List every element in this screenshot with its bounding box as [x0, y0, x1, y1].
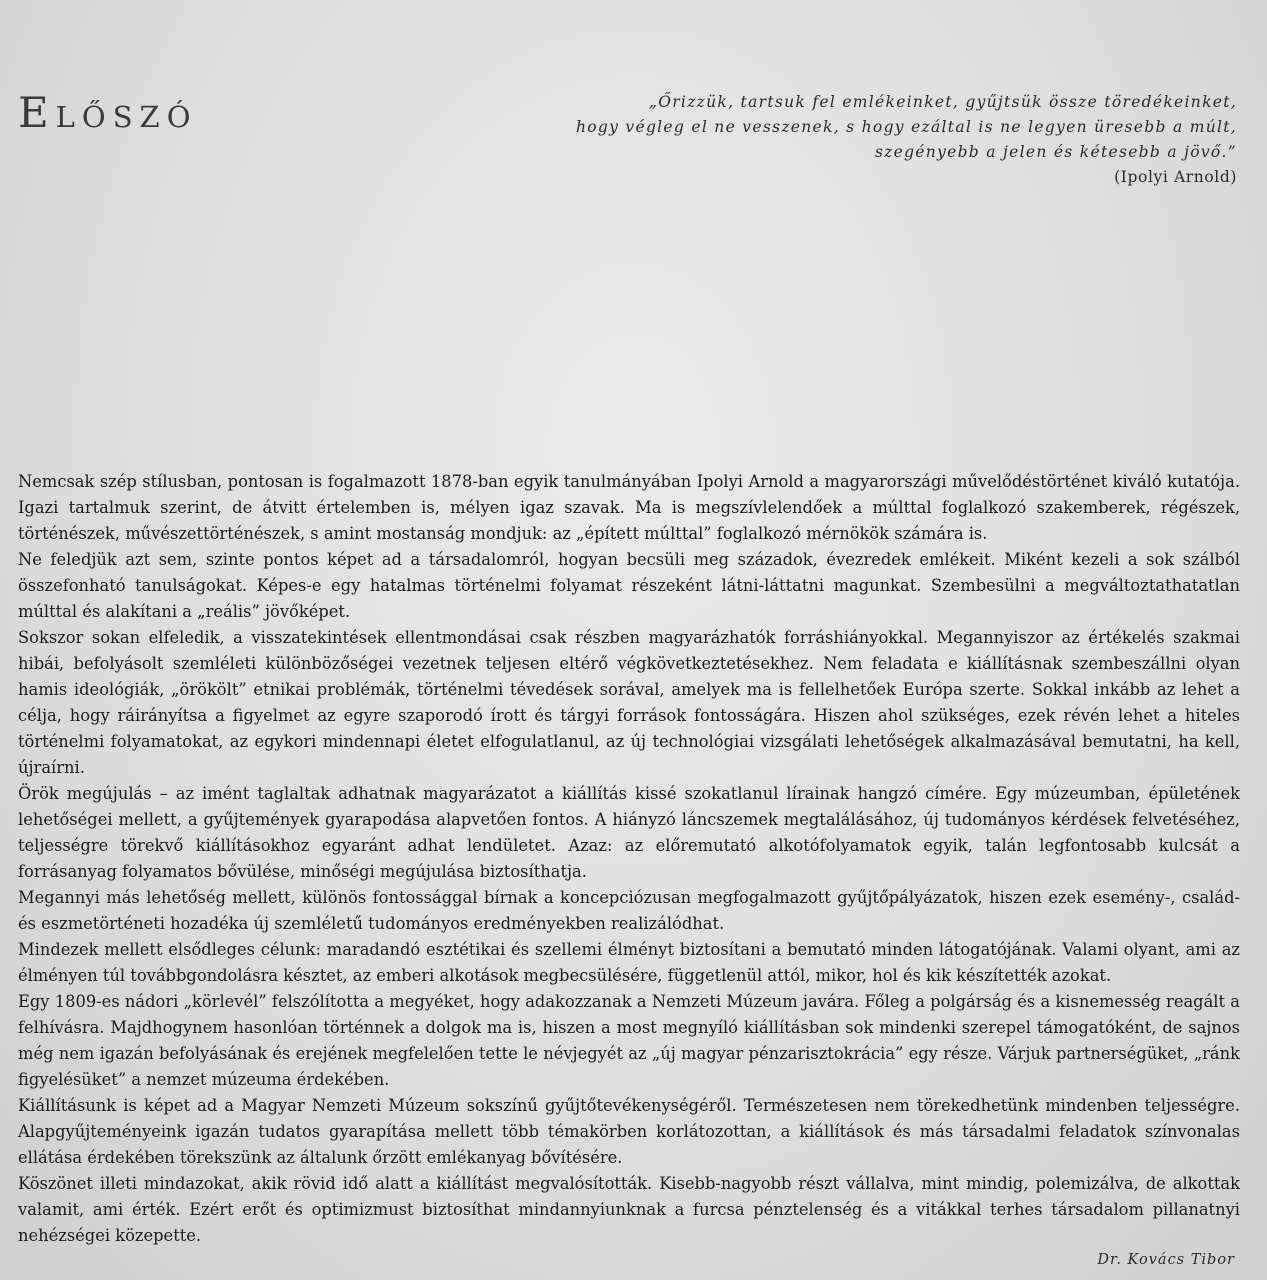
paragraph: Örök megújulás – az imént taglaltak adhatnak magyarázatot a kiállítás kissé szokatlanul lírainak hangzó címére. Egy múzeumban, épületének lehetőségei mellett, a gyűjtemények gyarapodása alapvetően fontos. A hiányzó láncszemek megtalálásához, új tudományos kérdések felvetéséhez, teljességre törekvő kiállításokhoz egyaránt adhat lendületet. Azaz: az előremutató alkotófolyamatok egyik, talán legfontosabb kulcsát a forrásanyag folyamatos bővülése, minőségi megújulása biztosíthatja.: [18, 784, 1240, 881]
body-text: [18, 469, 1240, 1249]
epigraph-line: „Őrizzük, tartsuk fel emlékeinket, gyűjtsük össze töredékeinket,: [648, 93, 1237, 111]
paragraph: Köszönet illeti mindazokat, akik rövid idő alatt a kiállítást megvalósították. Kisebb-nagyobb részt vállalva, mint mindig, polemizálva, de alkottak valamit, ami érték. Ezért erőt és optimizmust biztosíthat mindannyiunknak a furcsa pénztelenség és a vitákkal terhes társadalom pillanatnyi nehézségei közepette.: [18, 1174, 1240, 1245]
epigraph-attribution: (Ipolyi Arnold): [1114, 168, 1237, 186]
author-signature: Dr. Kovács Tibor: [1097, 1252, 1235, 1268]
paragraph: Mindezek mellett elsődleges célunk: maradandó esztétikai és szellemi élményt biztosítani a bemutató minden látogatójának. Valami olyant, ami az élményen túl továbbgondolásra késztet, az emberi alkotások megbecsülésére, függetlenül attól, mikor, hol és kik készítették azokat.: [18, 940, 1240, 985]
paragraph: Sokszor sokan elfeledik, a visszatekintések ellentmondásai csak részben magyarázhatók forráshiányokkal. Megannyiszor az értékelés szakmai hibái, befolyásolt szemléleti különbözőségei vezetnek teljesen eltérő végkövetkeztetésekhez. Nem feladata e kiállításnak szembeszállni olyan hamis ideológiák, „örökölt” etnikai problémák, történelmi tévedések sorával, amelyek ma is fellelhetőek Európa szerte. Sokkal inkább az lehet a célja, hogy ráirányítsa a figyelmet az egyre szaporodó írott és tárgyi források fontosságára. Hiszen ahol szükséges, ezek révén lehet a hiteles történelmi folyamatokat, az egykori mindennapi életet elfogulatlanul, az új technológiai vizsgálati lehetőségek alkalmazásával bemutatni, ha kell, újraírni.: [18, 628, 1240, 777]
epigraph-line: szegényebb a jelen és kétesebb a jövő.”: [874, 143, 1237, 161]
paragraph: Kiállításunk is képet ad a Magyar Nemzeti Múzeum sokszínű gyűjtőtevékenységéről. Természetesen nem törekedhetünk mindenben teljességre. Alapgyűjteményeink igazán tudatos gyarapítása mellett több témakörben korlátozottan, a kiállítások és más társadalmi feladatok színvonalas ellátása érdekében törekszünk az általunk őrzött emlékanyag bővítésére.: [18, 1096, 1240, 1167]
paragraph: Egy 1809-es nádori „körlevél” felszólította a megyéket, hogy adakozzanak a Nemzeti Múzeum javára. Főleg a polgárság és a kisnemesség reagált a felhívásra. Majdhogynem hasonlóan történnek a dolgok ma is, hiszen a most megnyíló kiállításban sok mindenki szerepel támogatóként, de sajnos még nem igazán befolyásának és erejének megfelelően tette le névjegyét az „új magyar pénzarisztokrácia” egy része. Várjuk partnerségüket, „ránk figyelésüket” a nemzet múzeuma érdekében.: [18, 992, 1240, 1089]
paragraph: Ne feledjük azt sem, szinte pontos képet ad a társadalomról, hogyan becsüli meg századok, évezredek emlékeit. Miként kezeli a sok szálból összefonható tanulságokat. Képes-e egy hatalmas történelmi folyamat részeként látni-láttatni magunkat. Szembesülni a megváltoztathatatlan múlttal és alakítani a „reális” jövőképet.: [18, 550, 1240, 621]
page-title: Előszó: [18, 88, 198, 137]
paragraph: Nemcsak szép stílusban, pontosan is fogalmazott 1878-ban egyik tanulmányában Ipolyi Arnold a magyarországi művelődéstörténet kiváló kutatója. Igazi tartalmuk szerint, de átvitt értelemben is, mélyen igaz szavak. Ma is megszívlelendőek a múlttal foglalkozó szakemberek, régészek, történészek, művészettörténészek, s amint mostanság mondjuk: az „épített múlttal” foglalkozó mérnökök számára is.: [18, 472, 1240, 543]
epigraph: [537, 90, 1237, 190]
epigraph-line: hogy végleg el ne vesszenek, s hogy ezáltal is ne legyen üresebb a múlt,: [576, 118, 1237, 136]
paragraph: Megannyi más lehetőség mellett, különös fontossággal bírnak a koncepciózusan megfogalmazott gyűjtőpályázatok, hiszen ezek esemény-, család- és eszmetörténeti hozadéka új szemléletű tudományos eredményekben realizálódhat.: [18, 888, 1240, 933]
